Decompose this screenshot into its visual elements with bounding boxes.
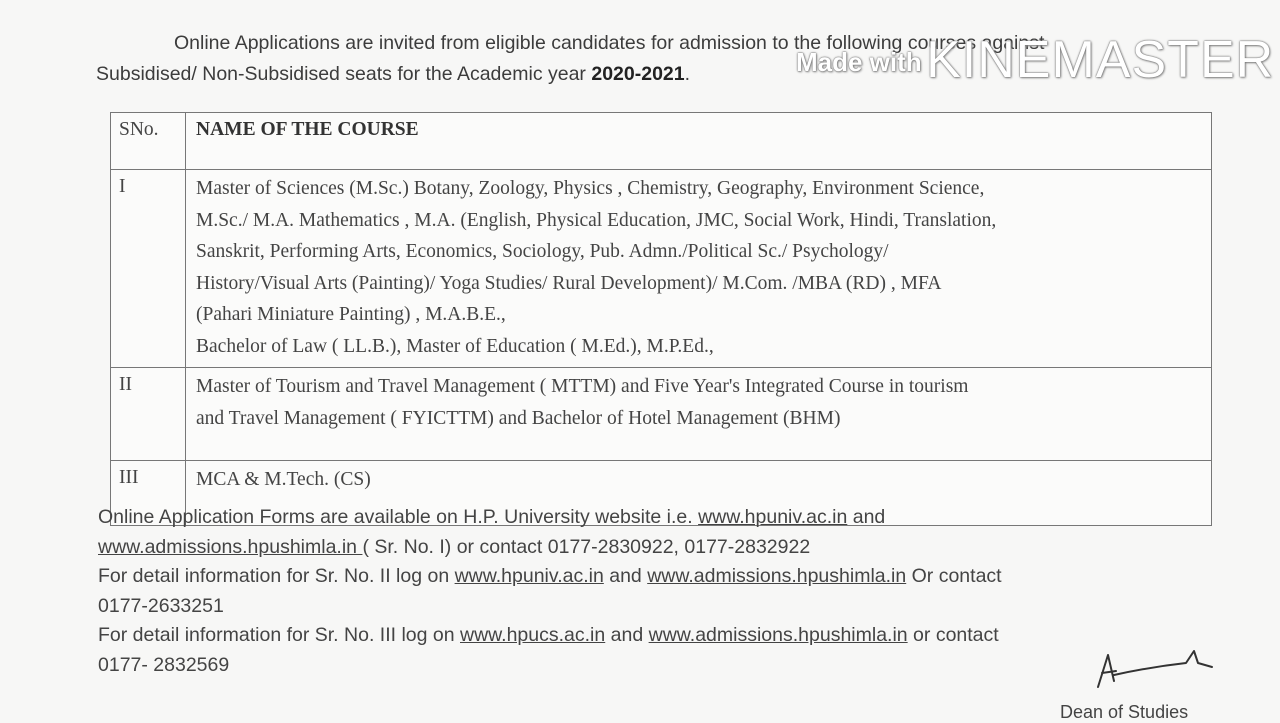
phone-number: 0177-2633251 bbox=[98, 594, 224, 617]
table-row bbox=[111, 368, 1212, 461]
footer-text: or contact bbox=[907, 624, 999, 646]
course-line: History/Visual Arts (Painting)/ Yoga Studies/ Rural Development)/ M.Com. /MBA (RD) , MFA bbox=[196, 272, 942, 294]
course-line: and Travel Management ( FYICTTM) and Bachelor of Hotel Management (BHM) bbox=[196, 407, 841, 429]
footer-line-1 bbox=[98, 503, 1208, 533]
footer-text: ( Sr. No. I) or contact 0177-2830922, 0177-2832922 bbox=[362, 535, 811, 558]
admissions-link[interactable]: www.admissions.hpushimla.in bbox=[98, 535, 363, 558]
course-line: Sanskrit, Performing Arts, Economics, Sociology, Pub. Admn./Political Sc./ Psychology/ bbox=[196, 241, 889, 262]
table-row bbox=[111, 170, 1212, 368]
intro-line-2-text: Subsidised/ Non-Subsidised seats for the Academic year bbox=[96, 63, 592, 85]
kinemaster-watermark bbox=[796, 30, 1274, 90]
watermark-made-with: Made with bbox=[796, 47, 922, 77]
dean-of-studies: Dean of Studies bbox=[1060, 702, 1189, 722]
hpucs-link[interactable]: www.hpucs.ac.in bbox=[460, 624, 606, 646]
course-line: M.Sc./ M.A. Mathematics , M.A. (English, Physical Education, JMC, Social Work, Hindi, Translation, bbox=[196, 209, 997, 231]
intro-period: . bbox=[684, 63, 691, 85]
row-course-names bbox=[186, 368, 1212, 461]
footer-line-5 bbox=[98, 621, 1208, 651]
courses-table bbox=[110, 112, 1212, 526]
header-course-name: NAME OF THE COURSE bbox=[186, 113, 1212, 170]
admissions-link[interactable]: www.admissions.hpushimla.in bbox=[647, 565, 907, 587]
intro-line-1: Online Applications are invited from eligible candidates for admission to the following courses against bbox=[174, 32, 1045, 54]
course-line: Bachelor of Law ( LL.B.), Master of Education ( M.Ed.), M.P.Ed., bbox=[196, 335, 714, 357]
phone-number: 0177- 2832569 bbox=[98, 653, 230, 676]
footer-line-2 bbox=[98, 533, 1208, 563]
footer-text: For detail information for Sr. No. II log on bbox=[98, 565, 455, 587]
header-sno: SNo. bbox=[111, 113, 186, 170]
footer-line-3 bbox=[98, 562, 1208, 592]
row-sno: I bbox=[111, 170, 186, 368]
footer-text: and bbox=[603, 565, 648, 587]
footer-line-4 bbox=[98, 592, 1208, 622]
table-header-row bbox=[111, 113, 1212, 170]
hpuniv-link[interactable]: www.hpuniv.ac.in bbox=[454, 565, 604, 587]
footer-line-6 bbox=[98, 651, 1208, 681]
footer-text: Or contact bbox=[906, 565, 1002, 587]
row-sno: II bbox=[111, 368, 186, 461]
footer-text: Online Application Forms are available on H.P. University website i.e. bbox=[98, 506, 699, 528]
academic-year: 2020-2021 bbox=[591, 63, 685, 85]
course-line: (Pahari Miniature Painting) , M.A.B.E., bbox=[196, 304, 506, 325]
footer-text: For detail information for Sr. No. III log on bbox=[98, 624, 460, 646]
contact-information bbox=[98, 503, 1208, 680]
row-course-names bbox=[186, 170, 1212, 368]
course-line: Master of Tourism and Travel Management ( MTTM) and Five Year's Integrated Course in tourism bbox=[196, 376, 969, 397]
footer-text: and bbox=[847, 506, 886, 528]
course-line: Master of Sciences (M.Sc.) Botany, Zoology, Physics , Chemistry, Geography, Environment Science, bbox=[196, 178, 985, 199]
watermark-brand: KINEMASTER bbox=[926, 31, 1275, 89]
footer-text: and bbox=[605, 624, 649, 646]
course-line: MCA & M.Tech. (CS) bbox=[196, 469, 371, 490]
admissions-link[interactable]: www.admissions.hpushimla.in bbox=[648, 624, 908, 646]
signature-icon bbox=[1090, 645, 1220, 695]
row-sno: III bbox=[111, 461, 186, 526]
hpuniv-link[interactable]: www.hpuniv.ac.in bbox=[698, 506, 848, 528]
